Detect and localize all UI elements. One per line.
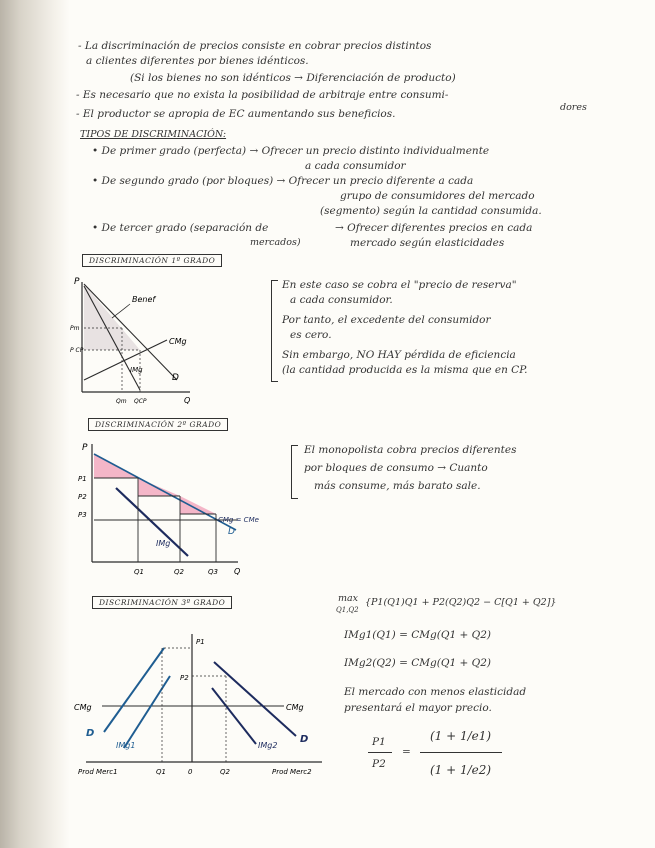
first-degree-pm-label: Pm — [70, 325, 80, 332]
type-second-b: grupo de consumidores del mercado — [340, 190, 535, 202]
type-first-a: • De primer grado (perfecta) → Ofrecer un precio distinto individualmente — [92, 145, 490, 157]
third-degree-max-vars: Q1,Q2 — [336, 606, 359, 614]
second-degree-q3-label: Q3 — [208, 568, 218, 576]
first-degree-q-label: Q — [184, 396, 191, 405]
second-degree-cmg-label: CMg = CMe — [218, 516, 259, 524]
intro-line-5: - El productor se apropia de EC aumentando sus beneficios. — [76, 108, 396, 120]
third-degree-q1-label: Q1 — [156, 768, 166, 776]
first-degree-d-label: D — [172, 373, 179, 383]
third-degree-market1-label: Prod Merc1 — [78, 768, 118, 776]
intro-line-3: (Si los bienes no son idénticos → Diferenciación de producto) — [130, 72, 456, 84]
first-degree-pcp-label: P CP — [70, 347, 84, 354]
ratio-numerator: (1 + 1/e1) — [430, 729, 492, 743]
second-degree-title-box: DISCRIMINACIÓN 2º GRADO — [88, 418, 228, 431]
second-degree-graph — [76, 438, 259, 583]
type-second-c: (segmento) según la cantidad consumida. — [320, 205, 542, 217]
third-degree-title-box: DISCRIMINACIÓN 3º GRADO — [92, 596, 232, 609]
third-degree-cmg-right-label: CMg — [286, 703, 304, 712]
second-degree-d-label: D — [228, 527, 235, 537]
first-degree-graph — [72, 272, 202, 412]
intro-line-4: - Es necesario que no exista la posibilidad de arbitraje entre consumi- — [76, 89, 449, 101]
ratio-p1: P1 — [372, 736, 386, 748]
third-degree-eq-2: IMg2(Q2) = CMg(Q1 + Q2) — [344, 657, 492, 669]
third-degree-d-right-label: D — [300, 734, 309, 745]
ratio-left-fraction-bar — [368, 752, 392, 753]
second-degree-note-bracket — [291, 445, 298, 499]
second-degree-p1-label: P1 — [78, 475, 87, 483]
third-degree-img2-label: IMg2 — [258, 741, 278, 750]
third-degree-img-1 — [124, 676, 170, 748]
ratio-right-fraction-bar — [420, 752, 502, 753]
first-degree-qm-label: Qm — [116, 398, 127, 405]
third-degree-p2-label: P2 — [180, 674, 189, 682]
type-first-b: a cada consumidor — [305, 160, 406, 172]
third-degree-max-label: max — [338, 593, 359, 604]
second-degree-note-3: más consume, más barato sale. — [314, 480, 481, 492]
first-degree-qcp-label: QCP — [134, 398, 147, 405]
third-degree-graph — [72, 624, 334, 774]
spiral-binding-shadow — [0, 0, 70, 848]
type-second-a: • De segundo grado (por bloques) → Ofrecer un precio diferente a cada — [92, 175, 474, 187]
second-degree-img-label: IMg — [156, 539, 171, 548]
first-degree-note-bracket — [271, 280, 278, 382]
third-degree-p1-label: P1 — [196, 638, 205, 646]
type-third-b: mercados) — [250, 237, 301, 248]
ratio-equals: = — [402, 746, 411, 758]
third-degree-q2-label: Q2 — [220, 768, 230, 776]
ratio-p2: P2 — [372, 758, 386, 770]
type-third-a: • De tercer grado (separación de — [92, 222, 269, 234]
first-degree-note-4: es cero. — [290, 329, 332, 341]
first-degree-note-5: Sin embargo, NO HAY pérdida de eficiencia — [282, 349, 516, 361]
first-degree-benef-arrow — [112, 304, 130, 318]
third-degree-cmg-left-label: CMg — [74, 703, 92, 712]
second-degree-q-label: Q — [234, 567, 241, 576]
third-degree-eq-1: IMg1(Q1) = CMg(Q1 + Q2) — [344, 629, 492, 641]
third-degree-demand-1 — [104, 648, 164, 732]
first-degree-benefit-area — [84, 284, 140, 350]
first-degree-p-label: P — [74, 277, 80, 287]
second-degree-block-3 — [180, 496, 216, 514]
third-degree-zero-label: 0 — [188, 768, 193, 776]
first-degree-note-6: (la cantidad producida es la misma que en CP. — [282, 364, 528, 376]
second-degree-p-label: P — [82, 443, 88, 453]
first-degree-img-label: IMg — [130, 366, 143, 374]
first-degree-cmg-label: CMg — [169, 337, 187, 346]
third-degree-conclusion-2: presentará el mayor precio. — [344, 702, 492, 714]
first-degree-title-box: DISCRIMINACIÓN 1º GRADO — [82, 254, 222, 267]
third-degree-img-2 — [212, 688, 256, 744]
third-degree-img1-label: IMg1 — [116, 741, 136, 750]
type-third-d: mercado según elasticidades — [350, 237, 505, 249]
first-degree-benef-label: Benef — [132, 295, 156, 304]
intro-line-4b: dores — [560, 102, 587, 113]
second-degree-note-2: por bloques de consumo → Cuanto — [304, 462, 488, 474]
second-degree-q2-label: Q2 — [174, 568, 184, 576]
type-third-c: → Ofrecer diferentes precios en cada — [335, 222, 533, 234]
third-degree-conclusion-1: El mercado con menos elasticidad — [344, 686, 527, 698]
types-header: TIPOS DE DISCRIMINACIÓN: — [80, 129, 227, 140]
second-degree-note-1: El monopolista cobra precios diferentes — [304, 444, 517, 456]
third-degree-d-left-label: D — [86, 728, 95, 739]
second-degree-p3-label: P3 — [78, 511, 87, 519]
second-degree-q1-label: Q1 — [134, 568, 144, 576]
ratio-denominator: (1 + 1/e2) — [430, 763, 492, 777]
second-degree-p2-label: P2 — [78, 493, 87, 501]
third-degree-market2-label: Prod Merc2 — [272, 768, 312, 776]
third-degree-objective: {P1(Q1)Q1 + P2(Q2)Q2 − C[Q1 + Q2]} — [365, 597, 557, 608]
first-degree-note-2: a cada consumidor. — [290, 294, 393, 306]
first-degree-note-3: Por tanto, el excedente del consumidor — [282, 314, 491, 326]
intro-line-1: - La discriminación de precios consiste en cobrar precios distintos — [78, 40, 432, 52]
intro-line-2: a clientes diferentes por bienes idénticos. — [86, 55, 309, 67]
first-degree-note-1: En este caso se cobra el "precio de reserva" — [282, 279, 517, 291]
second-degree-demand-curve — [94, 454, 236, 530]
